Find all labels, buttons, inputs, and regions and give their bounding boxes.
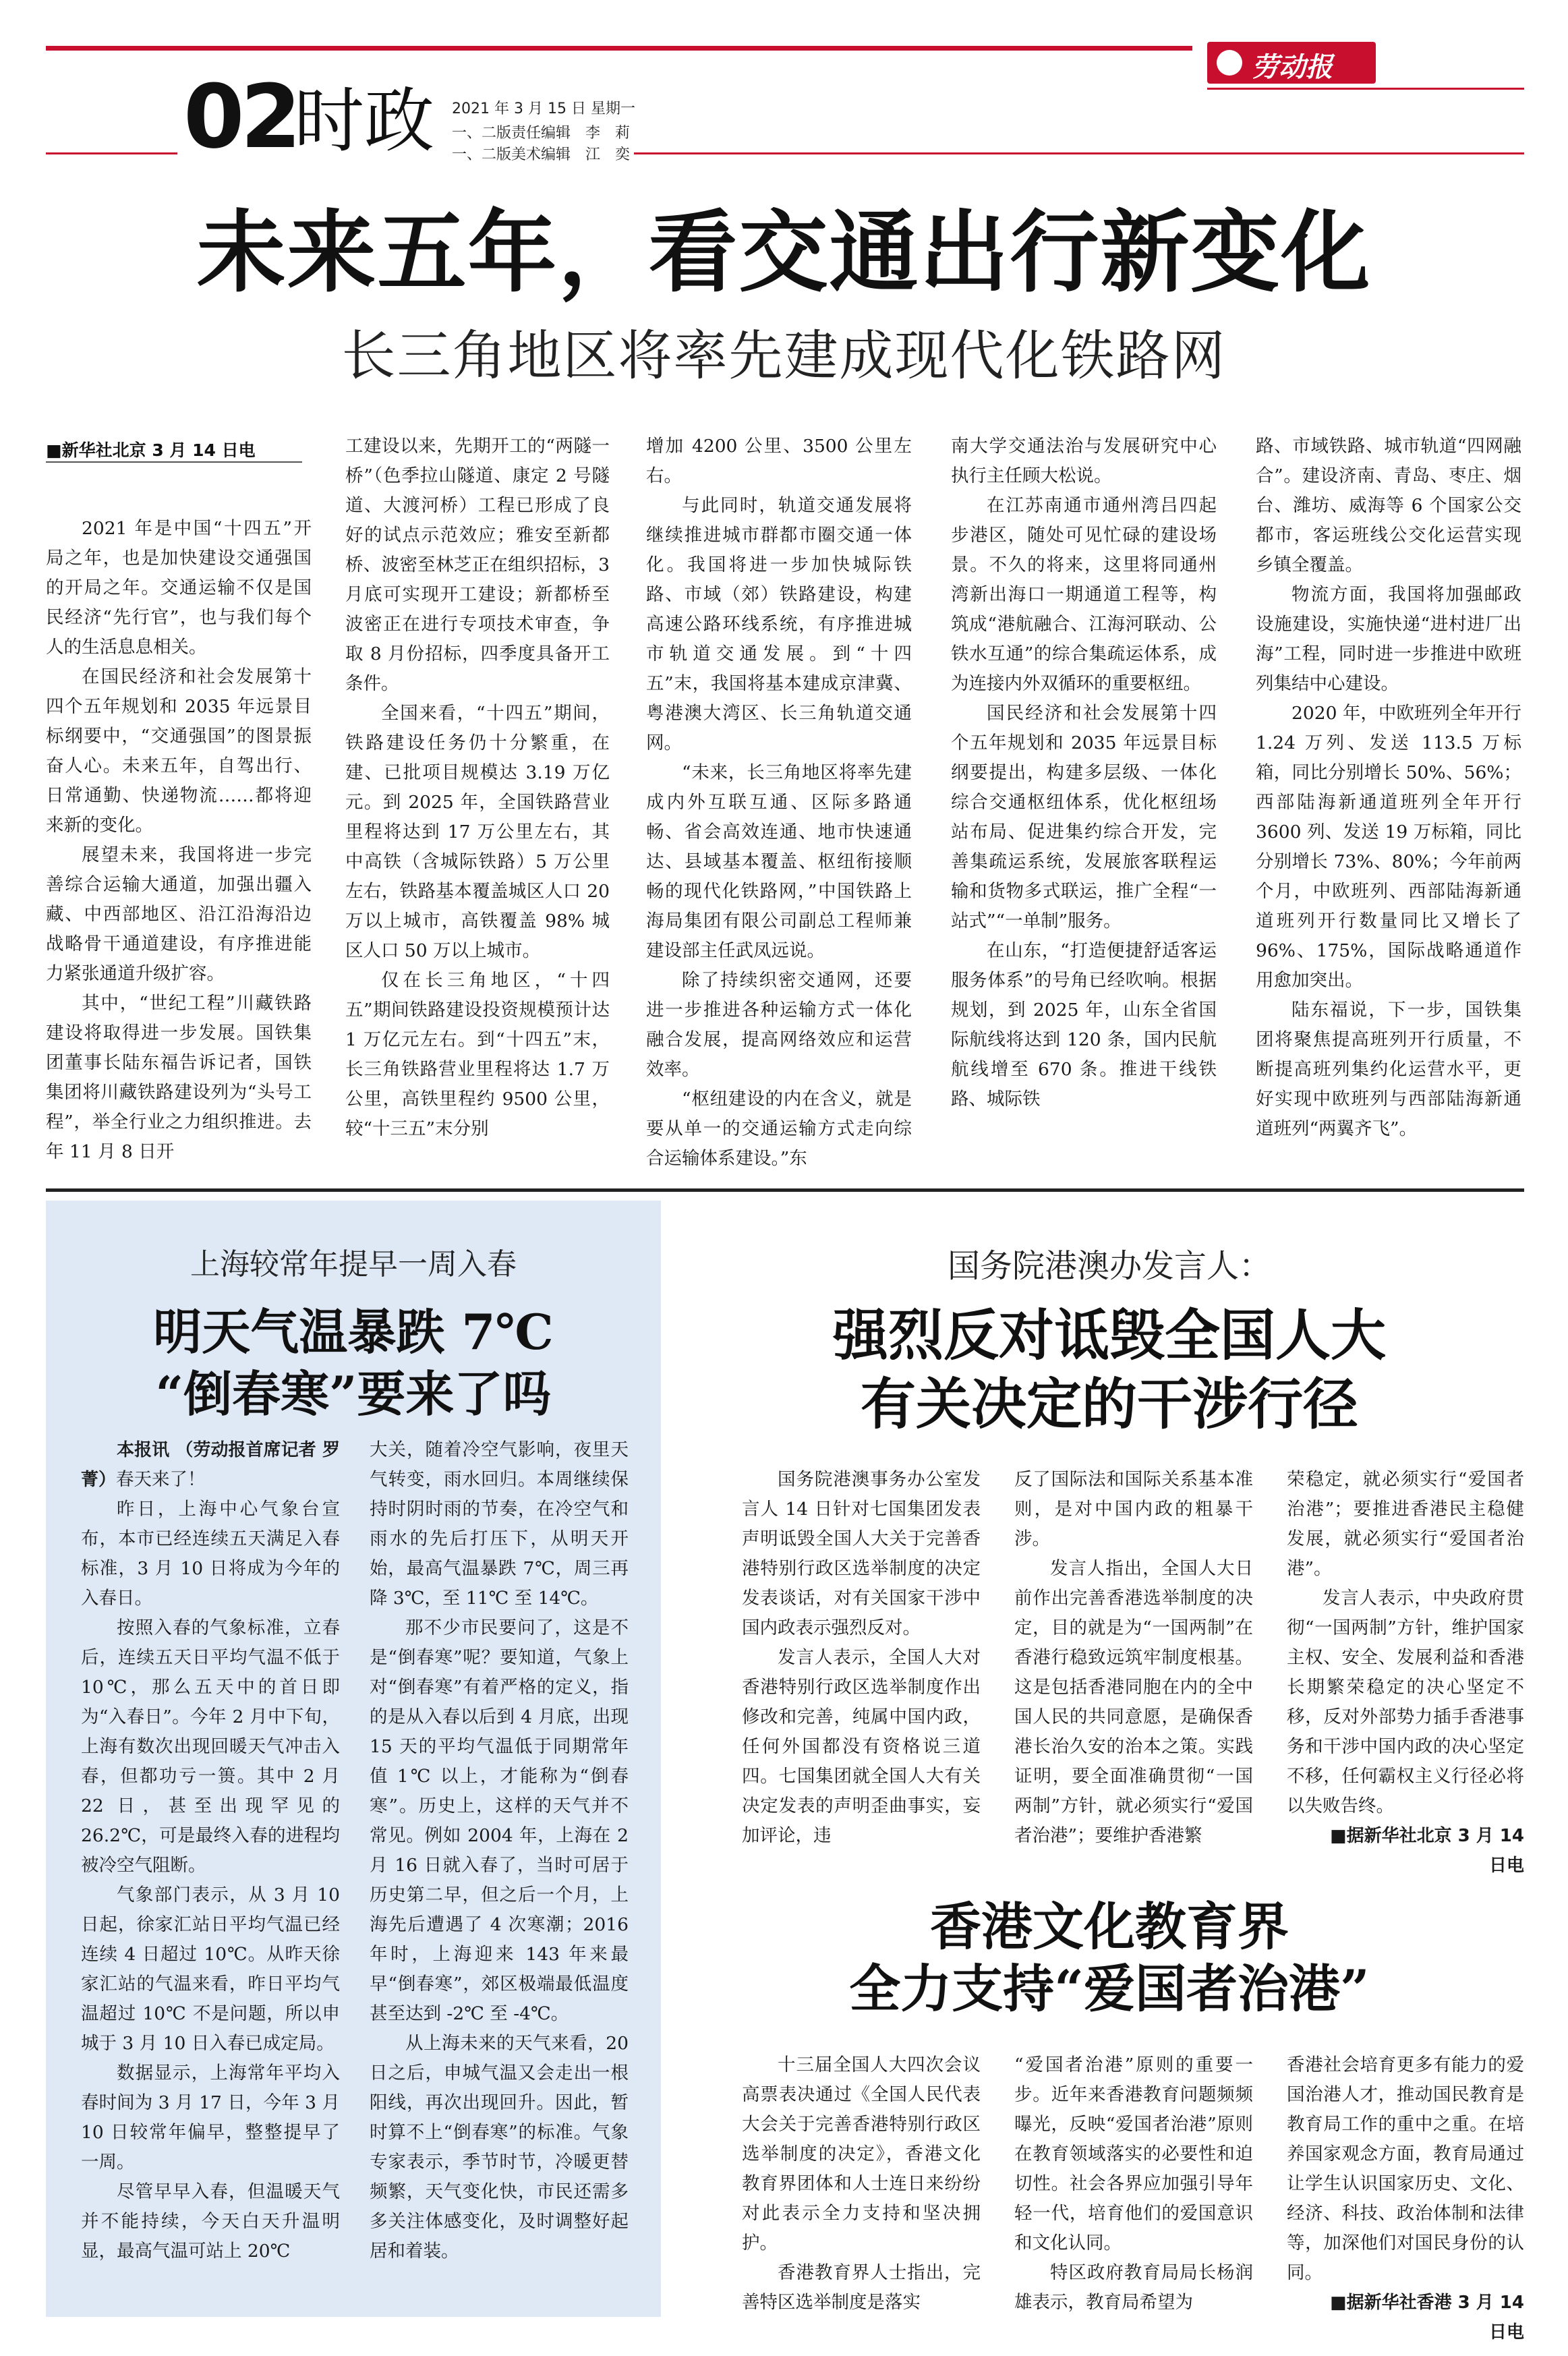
- paragraph: 除了持续织密交通网，还要进一步推进各种运输方式一体化融合发展，提高网络效应和运营效率。: [646, 970, 912, 1080]
- weather-column-1: [81, 1435, 340, 2266]
- paragraph: 南大学交通法治与发展研究中心执行主任顾大松说。: [951, 436, 1217, 486]
- paragraph: 国民经济和社会发展第十四个五年规划和 2035 年远景目标纲要提出，构建多层级、一体化综合交通枢纽体系，优化枢纽场站布局、促进集约综合开发，完善集疏运系统，发展旅客联程运输和货物多式联运，推广全程“一站式”“一单制”服务。: [951, 703, 1217, 931]
- paragraph: 气象部门表示，从 3 月 10 日起，徐家汇站日平均气温已经连续 4 日超过 10℃。从昨天徐家汇站的气温来看，昨日平均气温超过 10℃ 不是问题，所以申城于 3 月 10 日入春已成定局。: [81, 1885, 340, 2054]
- weather-byline: 本报讯 （劳动报首席记者 罗菁）: [81, 1440, 340, 1490]
- paragraph: 从上海未来的天气来看，20 日之后，申城气温又会走出一根阳线，再次出现回升。因此，暂时算不上“倒春寒”的标准。气象专家表示，季节时节，冷暖更替频繁，天气变化快，市民还需多多关注体感变化，及时调整好起居和着装。: [370, 2033, 629, 2262]
- weather-headline-1: 明天气温暴跌 7℃: [153, 1303, 554, 1360]
- hk2-column-1: [742, 2050, 981, 2318]
- paragraph: 与此同时，轨道交通发展将继续推进城市群都市圈交通一体化。我国将进一步加快城际铁路、市域（郊）铁路建设，构建高速公路环线系统，有序推进城市轨道交通发展。到“十四五”末，我国将基本建成京津冀、粤港澳大湾区、长三角轨道交通网。: [646, 495, 912, 753]
- logo-badge: [1207, 42, 1376, 84]
- paragraph: 大关，随着冷空气影响，夜里天气转变，雨水回归。本周继续保持时阴时雨的节奏，在冷空气和雨水的先后打压下，从明天开始，最高气温暴跌 7℃，周三再降 3℃，至 11℃ 至 14℃。: [370, 1439, 629, 1609]
- hk1-column-2: [1014, 1465, 1253, 1851]
- paragraph: 昨日，上海中心气象台宣布，本市已经连续五天满足入春标准，3 月 10 日将成为今年的入春日。: [81, 1499, 340, 1609]
- newspaper-logo-text: 劳动报: [1252, 52, 1333, 83]
- lead-dateline-rule: [46, 461, 302, 463]
- masthead-left-rule: [46, 152, 177, 154]
- paragraph: 十三届全国人大四次会议高票表决通过《全国人民代表大会关于完善香港特别行政区选举制度的决定》，香港文化教育界团体和人士连日来纷纷对此表示全力支持和坚决拥护。: [742, 2055, 981, 2253]
- lead-subheadline: 长三角地区将率先建成现代化铁路网: [341, 324, 1227, 387]
- section-divider: [46, 1188, 1524, 1192]
- lead-column-2: [345, 432, 610, 1144]
- paragraph: 陆东福说，下一步，国铁集团将聚焦提高班列开行质量，不断提高班列集约化运营水平，更好实现中欧班列与西部陆海新通道班列“两翼齐飞”。: [1256, 1000, 1521, 1139]
- hk2-dateline: ■据新华社香港 3 月 14 日电: [1330, 2293, 1524, 2343]
- paragraph: 全国来看，“十四五”期间，铁路建设任务仍十分繁重，在建、已批项目规模达 3.19 万亿元。到 2025 年，全国铁路营业里程将达到 17 万公里左右，其中高铁（含城际铁路）5 万公里左右，铁路基本覆盖城区人口 20 万以上城市，高铁覆盖 98% 城区人口 50 万以上城市。: [345, 703, 610, 961]
- paragraph: 国务院港澳事务办公室发言人 14 日针对七国集团发表声明诋毁全国人大关于完善香港特别行政区选举制度的决定发表谈话，对有关国家干涉中国内政表示强烈反对。: [742, 1469, 981, 1638]
- paragraph: 展望未来，我国将进一步完善综合运输大通道，加强出疆入藏、中西部地区、沿江沿海沿边战略骨干通道建设，有序推进能力紧张通道升级扩容。: [46, 844, 312, 984]
- paragraph: 增加 4200 公里、3500 公里左右。: [646, 436, 912, 486]
- paragraph: 特区政府教育局局长杨润雄表示，教育局希望为: [1014, 2262, 1253, 2313]
- hk1-headline-2: 有关决定的干涉行径: [860, 1372, 1358, 1437]
- hk1-column-1: [742, 1465, 981, 1851]
- weather-kicker: 上海较常年提早一周入春: [190, 1247, 517, 1282]
- paragraph: 2020 年，中欧班列全年开行 1.24 万列、发送 113.5 万标箱，同比分别增长 50%、56%；西部陆海新通道班列全年开行 3600 列、发送 19 万标箱，同比分别增长 73%、80%；今年前两个月，中欧班列、西部陆海新通道班列开行数量同比又增长了 96%、175%，国际战略通道作用愈加突出。: [1256, 703, 1521, 991]
- lead-column-3: [646, 432, 912, 1174]
- lead-column-1: [46, 514, 312, 1167]
- paragraph: “枢纽建设的内在含义，就是要从单一的交通运输方式走向综合运输体系建设。”东: [646, 1089, 912, 1169]
- hk1-column-3: [1287, 1465, 1524, 1880]
- paragraph: 在江苏南通市通州湾吕四起步港区，随处可见忙碌的建设场景。不久的将来，这里将同通州湾新出海口一期通道工程等，构筑成“港航融合、江海河联动、公铁水互通”的综合集疏运体系，成为连接内外双循环的重要枢纽。: [951, 495, 1217, 694]
- paragraph: 荣稳定，就必须实行“爱国者治港”；要推进香港民主稳健发展，就必须实行“爱国者治港”。: [1287, 1469, 1524, 1579]
- page-number: 02: [183, 65, 297, 168]
- paragraph: 其中，“世纪工程”川藏铁路建设将取得进一步发展。国铁集团董事长陆东福告诉记者，国铁集团将川藏铁路建设列为“头号工程”，举全行业之力组织推进。去年 11 月 8 日开: [46, 993, 312, 1162]
- hk2-column-3: [1287, 2050, 1524, 2347]
- paragraph: 按照入春的气象标准，立春后，连续五天日平均气温不低于 10℃，那么五天中的首日即为“入春日”。今年 2 月中下旬，上海有数次出现回暖天气冲击入春，但都功亏一篑。其中 2 月 22 日，甚至出现罕见的 26.2℃，可是最终入春的进程均被冷空气阻断。: [81, 1617, 340, 1876]
- date-line: 2021 年 3 月 15 日 星期一: [452, 100, 635, 117]
- hk1-kicker: 国务院港澳办发言人：: [947, 1247, 1271, 1285]
- paragraph: 发言人指出，全国人大日前作出完善香港选举制度的决定，目的就是为“一国两制”在香港行稳致远筑牢制度根基。这是包括香港同胞在内的全中国人民的共同意愿，是确保香港长治久安的治本之策。实践证明，要全面准确贯彻“一国两制”方针，就必须实行“爱国者治港”；要维护香港繁: [1014, 1558, 1253, 1846]
- lead-headline: 未来五年，看交通出行新变化: [196, 200, 1372, 305]
- newspaper-logo-icon: [1217, 50, 1242, 76]
- hk1-dateline: ■据新华社北京 3 月 14 日电: [1330, 1826, 1524, 1876]
- art-editor-line: 一、二版美术编辑 江 奕: [452, 146, 631, 163]
- paragraph: 仅在长三角地区，“十四五”期间铁路建设投资规模预计达 1 万亿元左右。到“十四五”末，长三角铁路营业里程将达 1.7 万公里，高铁里程约 9500 公里，较“十三五”末分别: [345, 970, 610, 1139]
- paragraph: “爱国者治港”原则的重要一步。近年来香港教育问题频频曝光，反映“爱国者治港”原则在教育领域落实的必要性和迫切性。社会各界应加强引导年轻一代，培育他们的爱国意识和文化认同。: [1014, 2055, 1253, 2253]
- masthead-right-rule: [634, 152, 1524, 154]
- section-name: 时政: [294, 80, 435, 162]
- lead-column-5: [1256, 432, 1521, 1144]
- hk2-column-2: [1014, 2050, 1253, 2318]
- hk2-headline-2: 全力支持“爱国者治港”: [849, 1959, 1370, 2019]
- paragraph: [81, 1435, 340, 1495]
- paragraph: 香港社会培育更多有能力的爱国治港人才，推动国民教育是教育局工作的重中之重。在培养国家观念方面，教育局通过让学生认识国家历史、文化、经济、科技、政治体制和法律等，加深他们对国民身份的认同。: [1287, 2055, 1524, 2283]
- paragraph-text: 春天来了！: [116, 1469, 206, 1490]
- paragraph: 在国民经济和社会发展第十四个五年规划和 2035 年远景目标纲要中，“交通强国”的图景振奋人心。未来五年，自驾出行、日常通勤、快递物流……都将迎来新的变化。: [46, 666, 312, 836]
- paragraph: 物流方面，我国将加强邮政设施建设，实施快递“进村进厂出海”工程，同时进一步推进中欧班列集结中心建设。: [1256, 584, 1521, 694]
- paragraph: 路、市域铁路、城市轨道“四网融合”。建设济南、青岛、枣庄、烟台、潍坊、威海等 6 个国家公交都市，客运班线公交化运营实现乡镇全覆盖。: [1256, 436, 1521, 575]
- paragraph: 那不少市民要问了，这是不是“倒春寒”呢？要知道，气象上对“倒春寒”有着严格的定义，指的是从入春以后到 4 月底，出现 15 天的平均气温低于同期常年值 1℃ 以上，才能称为“倒春寒”。历史上，这样的天气并不常见。例如 2004 年，上海在 2 月 16 日就入春了，当时可居于历史第二早，但之后一个月，上海先后遭遇了 4 次寒潮；2016 年时，上海迎来 143 年来最早“倒春寒”，郊区极端最低温度甚至达到 -2℃ 至 -4℃。: [370, 1617, 629, 2024]
- paragraph: 发言人表示，全国人大对香港特别行政区选举制度作出修改和完善，纯属中国内政，任何外国都没有资格说三道四。七国集团就全国人大有关决定发表的声明歪曲事实，妄加评论，违: [742, 1647, 981, 1846]
- hk2-headline-1: 香港文化教育界: [930, 1897, 1289, 1957]
- logo-underline-rule: [1207, 88, 1524, 90]
- paragraph: 发言人表示，中央政府贯彻“一国两制”方针，维护国家主权、安全、发展利益和香港长期繁荣稳定的决心坚定不移，反对外部势力插手香港事务和干涉中国内政的决心坚定不移，任何霸权主义行径必将以失败告终。: [1287, 1588, 1524, 1816]
- weather-headline-2: “倒春寒”要来了吗: [155, 1365, 552, 1423]
- paragraph: 反了国际法和国际关系基本准则，是对中国内政的粗暴干涉。: [1014, 1469, 1253, 1549]
- paragraph: 在山东，“打造便捷舒适客运服务体系”的号角已经吹响。根据规划，到 2025 年，山东全省国际航线将达到 120 条，国内民航航线增至 670 条。推进干线铁路、城际铁: [951, 940, 1217, 1110]
- paragraph: 尽管早早入春，但温暖天气并不能持续，今天白天升温明显，最高气温可站上 20℃: [81, 2181, 340, 2262]
- paragraph: “未来，长三角地区将率先建成内外互联互通、区际多路通畅、省会高效连通、地市快速通达、县域基本覆盖、枢纽衔接顺畅的现代化铁路网，”中国铁路上海局集团有限公司副总工程师兼建设部主任武凤远说。: [646, 762, 912, 961]
- paragraph: 2021 年是中国“十四五”开局之年，也是加快建设交通强国的开局之年。交通运输不仅是国民经济“先行官”，也与我们每个人的生活息息相关。: [46, 518, 312, 658]
- weather-column-2: [370, 1435, 629, 2266]
- top-red-rule: [46, 46, 1192, 51]
- hk1-headline-1: 强烈反对诋毁全国人大: [832, 1303, 1386, 1368]
- lead-dateline: ■新华社北京 3 月 14 日电: [46, 440, 256, 460]
- editor-line: 一、二版责任编辑 李 莉: [452, 125, 631, 142]
- paragraph: 工建设以来，先期开工的“两隧一桥”（色季拉山隧道、康定 2 号隧道、大渡河桥）工程已形成了良好的试点示范效应；雅安至新都桥、波密至林芝正在组织招标，3 月底可实现开工建设；新都桥至波密正在进行专项技术审查，争取 8 月份招标，四季度具备开工条件。: [345, 436, 610, 694]
- paragraph: 数据显示，上海常年平均入春时间为 3 月 17 日，今年 3 月 10 日较常年偏早，整整提早了一周。: [81, 2063, 340, 2173]
- paragraph: 香港教育界人士指出，完善特区选举制度是落实: [742, 2262, 981, 2313]
- lead-column-4: [951, 432, 1217, 1114]
